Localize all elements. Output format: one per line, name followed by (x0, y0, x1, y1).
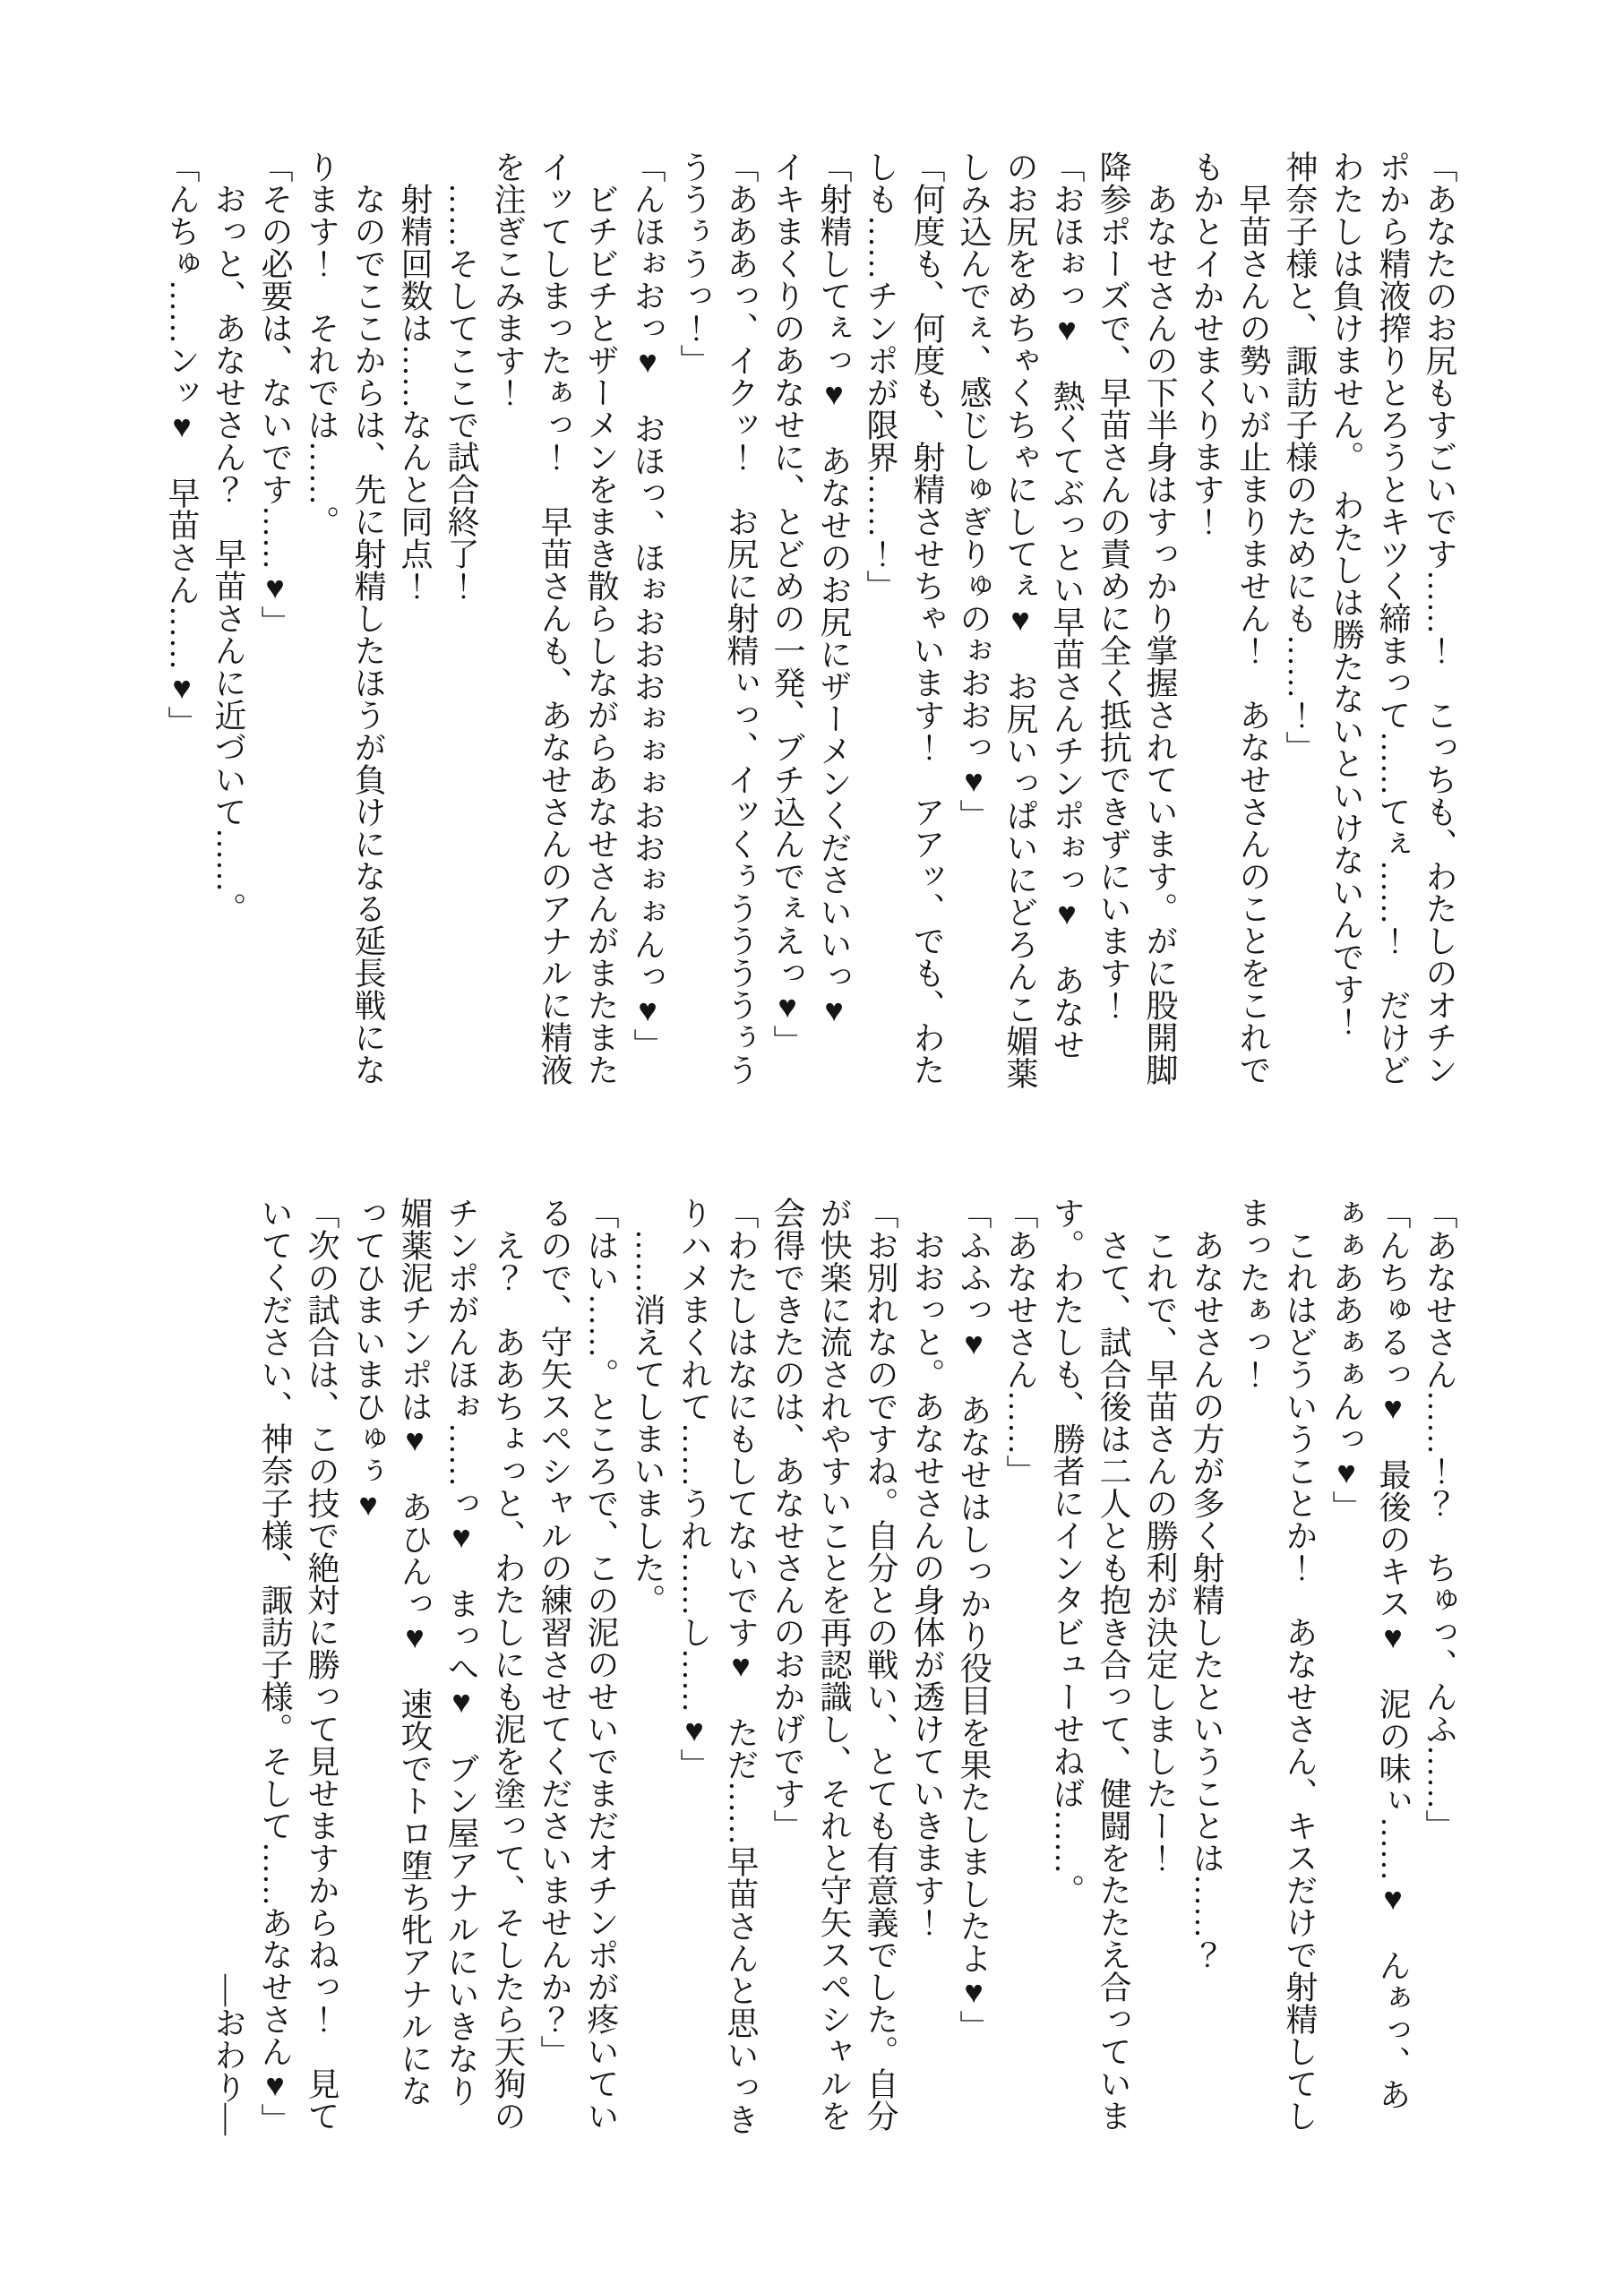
paragraph: 「あなせさん……」 (1002, 1197, 1038, 1487)
paragraph: 「わたしはなにもしてないです♥ ただ……早苗さんと思いっきりハメまくれて……うれ……し……♥」 (676, 1197, 759, 2135)
top-text-block (159, 150, 1463, 1091)
paragraph: 「んちゅ……ンッ♥ 早苗さん……♥」 (164, 150, 200, 738)
paragraph: おっと、あなせさん？ 早苗さんに近づいて……。 (211, 183, 246, 924)
paragraph: おおっと。あなせさんの身体が透けていきます！ (909, 1229, 945, 1938)
paragraph: 「おほぉっ♥ 熱くてぶっとい早苗さんチンポぉっ♥ あなせのお尻をめちゃくちゃにしてぇ♥ お尻いっぱいにどろんこ媚薬しみ込んでぇ、感じしゅぎりゅのぉおおっ♥」 (956, 150, 1085, 1089)
paragraph: 早苗さんの勢いが止まりません！ あなせさんのことをこれでもかとイかせまくります！ (1189, 150, 1271, 1086)
paragraph: ……そしてここで試合終了！ (443, 183, 479, 602)
paragraph: 「ふふっ♥ あなせはしっかり役目を果たしましたよ♥」 (956, 1197, 992, 2042)
paragraph: 「はい……。ところで、この泥のせいでまだオチンポが疼いているので、守矢スペシャルの練習させてくださいませんか？」 (537, 1197, 619, 2132)
paragraph: これはどういうことか！ あなせさん、キスだけで射精してしまったぁっ！ (1235, 1197, 1318, 2132)
paragraph: 「んほぉおっ♥ おほっ、ほぉおおおぉぉぉおおぉぉんっ♥」 (630, 150, 666, 1061)
paragraph: ビチビチとザーメンをまき散らしながらあなせさんがまたまたイッてしまったぁっ！ 早苗さんも、あなせさんのアナルに精液を注ぎこみます！ (490, 150, 619, 1086)
end-mark: ―おわり― (211, 1974, 246, 2135)
paragraph: 「んちゅるっ♥ 最後のキス♥ 泥の味ぃ……♥ んぁっ、あぁぁああぁぁんっ♥」 (1328, 1197, 1411, 2110)
paragraph: なのでここからは、先に射精したほうが負けになる延長戦になります！ それでは……。 (304, 150, 386, 1086)
paragraph: あなせさんの方が多く射精したということは……？ (1189, 1229, 1224, 1971)
paragraph: 「あなせさん……！？ ちゅっ、んふ……」 (1422, 1197, 1457, 1842)
bottom-text-block (205, 1197, 1463, 2135)
paragraph: え？ ああちょっと、わたしにも泥を塗って、そしたら天狗のチンポがんほぉ……っ♥ まっへ♥ ブン屋アナルにいきなり媚薬泥チンポは♥ あひんっ♥ 速攻でトロ堕ち牝アナルになってひまいまひゅぅ♥ (350, 1197, 526, 2132)
paragraph: あなせさんの下半身はすっかり掌握されています。がに股開脚降参ポーズで、早苗さんの責めに全く抵抗できずにいます！ (1096, 150, 1178, 1086)
paragraph: 射精回数は……なんと同点！ (397, 183, 433, 602)
paragraph: 「あああっ、イクッ！ お尻に射精ぃっ、イッくぅううううぅうううぅうっ！」 (676, 150, 759, 1086)
paragraph: さて、試合後は二人とも抱き合って、健闘をたたえ合っています。わたしも、勝者にインタビューせねば……。 (1049, 1197, 1131, 2132)
paragraph: 「次の試合は、この技で絶対に勝って見せますからねっ！ 見ていてください、神奈子様、諏訪子様。そして……あなせさん♥」 (257, 1197, 339, 2135)
paragraph: 「あなたのお尻もすごいです……！ こっちも、わたしのオチンポから精液搾りとろうとキツく締まって……てぇ……！ だけどわたしは負けません。 わたしは勝たないといけないんです！ 神奈子様と、諏訪子様のためにも……！」 (1282, 150, 1457, 1086)
paragraph: これで、早苗さんの勝利が決定しましたー！ (1142, 1229, 1178, 1874)
paragraph: ……消えてしまいました。 (630, 1229, 666, 1616)
paragraph: 「お別れなのですね。自分との戦い、とても有意義でした。自分が快楽に流されやすいことを再認識し、それと守矢スペシャルを会得できたのは、あなせさんのおかげです」 (769, 1197, 898, 2132)
paragraph: 「何度も、何度も、射精させちゃいます！ アアッ、でも、わたしも……チンポが限界……！」 (863, 150, 945, 1086)
paragraph: 「射精してぇっ♥ あなせのお尻にザーメンくださいいっ♥ イキまくりのあなせに、とどめの一発、ブチ込んでぇえっ♥」 (769, 150, 852, 1061)
paragraph: 「その必要は、ないです……♥」 (257, 150, 293, 638)
